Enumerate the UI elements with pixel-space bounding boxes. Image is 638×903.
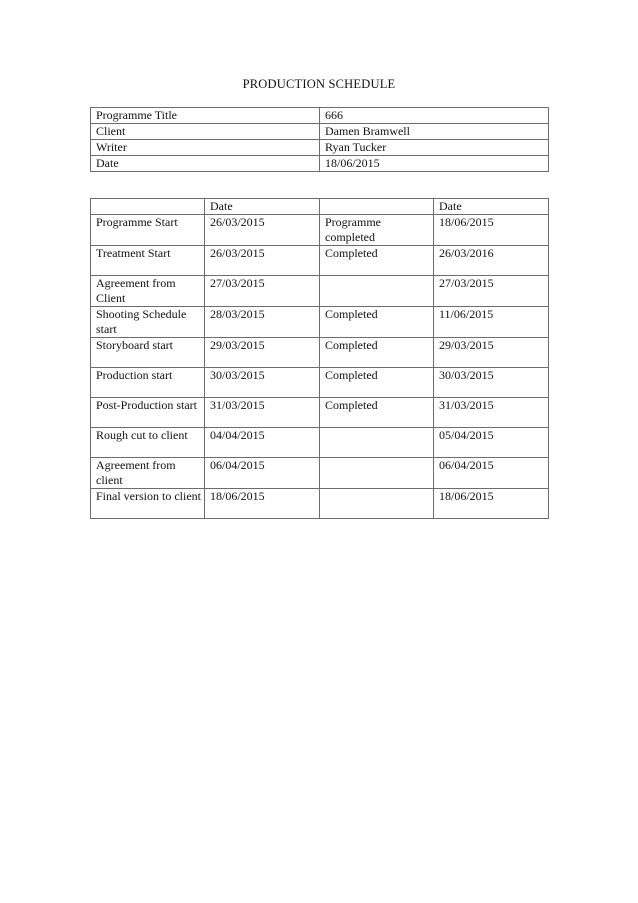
date2-cell: 27/03/2015 [434, 276, 549, 307]
column-header: Date [205, 199, 320, 215]
info-value: Damen Bramwell [320, 124, 549, 140]
table-row [91, 124, 549, 140]
status-cell [320, 276, 434, 307]
task-cell: Shooting Schedule start [91, 307, 205, 338]
task-cell: Rough cut to client [91, 428, 205, 458]
date2-cell: 29/03/2015 [434, 338, 549, 368]
status-cell [320, 458, 434, 489]
info-label: Date [91, 156, 320, 172]
info-value: 18/06/2015 [320, 156, 549, 172]
date-cell: 06/04/2015 [205, 458, 320, 489]
status-cell: Completed [320, 368, 434, 398]
date-cell: 26/03/2015 [205, 246, 320, 276]
task-cell: Agreement from Client [91, 276, 205, 307]
table-row [91, 489, 549, 519]
table-row [91, 276, 549, 307]
table-header-row [91, 199, 549, 215]
status-cell [320, 428, 434, 458]
date-cell: 18/06/2015 [205, 489, 320, 519]
table-row [91, 458, 549, 489]
date2-cell: 18/06/2015 [434, 215, 549, 246]
table-row [91, 108, 549, 124]
table-row [91, 307, 549, 338]
schedule-table [90, 198, 549, 519]
programme-info-table [90, 107, 549, 172]
task-cell: Agreement from client [91, 458, 205, 489]
date2-cell: 30/03/2015 [434, 368, 549, 398]
table-row [91, 338, 549, 368]
table-row [91, 246, 549, 276]
date2-cell: 26/03/2016 [434, 246, 549, 276]
info-label: Programme Title [91, 108, 320, 124]
task-cell: Programme Start [91, 215, 205, 246]
date2-cell: 31/03/2015 [434, 398, 549, 428]
date-cell: 27/03/2015 [205, 276, 320, 307]
table-row [91, 215, 549, 246]
table-row [91, 428, 549, 458]
date-cell: 28/03/2015 [205, 307, 320, 338]
date2-cell: 06/04/2015 [434, 458, 549, 489]
date-cell: 30/03/2015 [205, 368, 320, 398]
task-cell: Storyboard start [91, 338, 205, 368]
status-cell: Completed [320, 398, 434, 428]
table-row [91, 140, 549, 156]
date2-cell: 18/06/2015 [434, 489, 549, 519]
date-cell: 29/03/2015 [205, 338, 320, 368]
date-cell: 31/03/2015 [205, 398, 320, 428]
date2-cell: 05/04/2015 [434, 428, 549, 458]
task-cell: Final version to client [91, 489, 205, 519]
status-cell: Completed [320, 338, 434, 368]
date-cell: 04/04/2015 [205, 428, 320, 458]
info-value: 666 [320, 108, 549, 124]
table-row [91, 368, 549, 398]
info-label: Client [91, 124, 320, 140]
date2-cell: 11/06/2015 [434, 307, 549, 338]
info-value: Ryan Tucker [320, 140, 549, 156]
status-cell [320, 489, 434, 519]
column-header: Date [434, 199, 549, 215]
status-cell: Programme completed [320, 215, 434, 246]
status-cell: Completed [320, 307, 434, 338]
task-cell: Production start [91, 368, 205, 398]
info-label: Writer [91, 140, 320, 156]
table-row [91, 398, 549, 428]
page-title: PRODUCTION SCHEDULE [242, 77, 396, 91]
task-cell: Treatment Start [91, 246, 205, 276]
date-cell: 26/03/2015 [205, 215, 320, 246]
column-header [320, 199, 434, 215]
column-header [91, 199, 205, 215]
table-row [91, 156, 549, 172]
task-cell: Post-Production start [91, 398, 205, 428]
status-cell: Completed [320, 246, 434, 276]
